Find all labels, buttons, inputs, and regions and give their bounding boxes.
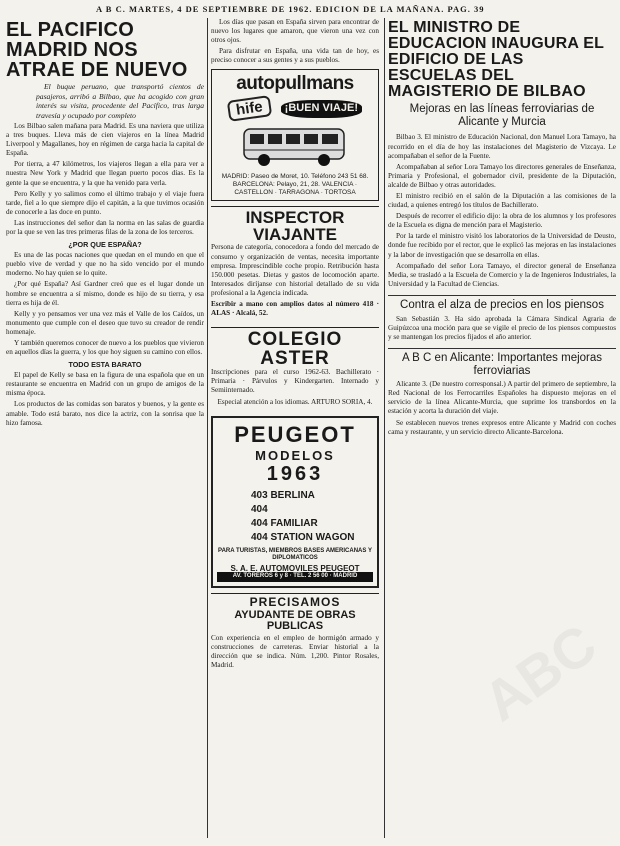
ad-note: Especial atención a los idiomas. ARTURO SORIA, 4. <box>217 397 373 406</box>
paragraph: Pero Kelly y yo salimos como el último trabajo y el viaje fuera tarde, fiel a lo que siempre dijo el capitán, a la que tuvimos ocasión de conocerle a las doce en punto. <box>6 189 204 216</box>
article-subheadline: Mejoras en las líneas ferroviarias de Alicante y Murcia <box>409 103 595 129</box>
ad-peugeot <box>211 416 379 588</box>
paragraph: Por tierra, a 47 kilómetros, los viajeros llegan a ella para ver a nuestra New York y Madrid que llegan puerto pocos días. Es la gente la que se encuentra, y la que ha venido para verla. <box>6 160 204 187</box>
ad-slogan: ¡BUEN VIAJE! <box>281 100 362 118</box>
ad-autopullmans <box>211 69 379 201</box>
ad-brand: PEUGEOT <box>234 421 356 447</box>
column-middle <box>211 18 379 838</box>
paragraph: San Sebastián 3. Ha sido aprobada la Cámara Sindical Agraria de Guipúzcoa una moción para que se vigile el precio de los piensos compuestos y se mantengan los precios fijados el año anterior. <box>388 314 616 341</box>
ad-audience: PARA TURISTAS, MIEMBROS BASES AMERICANAS Y DIPLOMATICOS <box>218 547 372 562</box>
ad-address: MADRID: Paseo de Moret, 10. Teléfono 243 51 68. BARCELONA: Pelayo, 21, 28. VALENCIA · CASTELLON · TARRAGONA · TORTOSA <box>221 173 369 197</box>
paragraph: Los días que pasan en España sirven para encontrar de nuevo los lugares que amaron, que vieron una vez con otros ojos. <box>211 18 379 45</box>
ad-body: Persona de categoría, conocedora a fondo del mercado de consumo y organización de ventas, necesita importante empresa. Imprescindible coche propio. Retribución hasta 150.000 pesetas. Dietas y gastos de locomoción aparte. Interesados diríjanse con historial detallado de su vida profesional a la Agencia indicada. <box>211 243 379 297</box>
column-rule-2 <box>384 18 385 838</box>
ad-dealer-address: AV. TOREROS 6 y 8 · TEL. 2 56 00 · MADRID <box>217 572 373 582</box>
paragraph: Alicante 3. (De nuestro corresponsal.) A partir del primero de septiembre, la Red Nacional de los Ferrocarriles Españoles ha dispuesto mejoras en el servicio de la línea Alicante-Murcia, que suprime los transbordos en la estación y acorta la duración del viaje. <box>388 380 616 416</box>
section-subhead: A B C en Alicante: Importantes mejoras ferroviarias <box>388 348 616 377</box>
paragraph: Kelly y yo pensamos ver una vez más el Valle de los Caídos, un monumento que cumple con el deseo que tuvo su creador de rendir homenaje. <box>6 309 204 336</box>
ad-reference: Escribir a mano con amplios datos al número 418 · ALAS · Alcalá, 52. <box>211 300 379 318</box>
paragraph: Después de recorrer el edificio dijo: la obra de los alumnos y los profesores de la Escuela es digna de mención para el Magisterio. <box>388 212 616 230</box>
ad-inspector <box>211 206 379 322</box>
section-subhead: Contra el alza de precios en los piensos <box>388 295 616 312</box>
ad-body: Con experiencia en el empleo de hormigón armado y construcciones de carreteras. Enviar historial a la dirección que se indica. Núm. 1,200. Pintor Rosales, Madrid. <box>211 633 379 669</box>
paragraph: Los Bilbao salen mañana para Madrid. Es una naviera que utiliza a tres buques. Lleva más de cien viajeros en la línea Madrid Liverpool y Magallanes, hoy en régimen de carga hacia la capital de España. <box>6 122 204 158</box>
paragraph: Para disfrutar en España, una vida tan de hoy, es preciso conocer a sus gentes y a sus pueblos. <box>211 47 379 65</box>
paragraph: Los productos de las comidas son baratos y buenos, y la gente es amable. Todo está barato, nos dice la actriz, con la sonrisa que la hizo famosa. <box>6 400 204 427</box>
model-item: 404 <box>251 503 268 515</box>
paragraph: Bilbao 3. El ministro de Educación Nacional, don Manuel Lora Tamayo, ha recorrido en el día de hoy las instalaciones del Magisterio de Vizcaya. Le acompañaban el señor de la Fuente. <box>388 133 616 160</box>
section-subhead: TODO ESTA BARATO <box>68 360 142 370</box>
section-subhead: ¿POR QUE ESPAÑA? <box>68 240 142 250</box>
ad-models-label: MODELOS <box>255 447 335 463</box>
ad-badge: hife <box>227 96 272 123</box>
paragraph: Acompañaban al señor Lora Tamayo los directores generales de Enseñanza, Primaria y Profesional, el gobernador civil, presidente de la Diputación, alcalde de Bilbao y otras autoridades. <box>388 162 616 189</box>
ad-colegio <box>211 327 379 410</box>
watermark-abc: ABC <box>471 611 608 734</box>
ad-brand: autopullmans <box>236 73 354 95</box>
paragraph: Por la tarde el ministro visitó los laboratorios de la Universidad de Deusto, donde fue recibido por el rector, que le explicó las mejoras en las instalaciones y la labor de investigación que se desarrolla en ellas. <box>388 232 616 259</box>
page-header: A B C. MARTES, 4 DE SEPTIEMBRE DE 1962. EDICION DE LA MAÑANA. PAG. 39 <box>96 4 485 14</box>
ad-body: Inscripciones para el curso 1962-63. Bachillerato · Primaria · Párvulos y Kindergarten. Internado y Semiinternado. <box>211 368 379 395</box>
ad-title: COLEGIO ASTER <box>247 329 343 370</box>
model-item: 404 FAMILIAR <box>251 517 318 529</box>
paragraph: Las instrucciones del señor dan la norma en las salas de guardia por la que se ven las tres primeras filas de la zona de los terceros. <box>6 218 204 237</box>
model-item: 403 BERLINA <box>251 489 315 501</box>
ad-title: PRECISAMOS <box>249 594 341 609</box>
paragraph: El papel de Kelly se basa en la figura de una española que en un restaurante se encuentra en Madrid con un grupo de amigos de la misma época. <box>6 371 204 398</box>
article-headline: EL PACIFICO MADRID NOS ATRAE DE NUEVO <box>6 19 188 81</box>
paragraph: Acompañado del señor Lora Tamayo, el director general de Enseñanza Media, se trasladó a la Escuela de Comercio y la de Ingenieros Industriales, la Universidad y la Facultad de Ciencias. <box>388 261 616 288</box>
paragraph: ¿Por qué España? Así Gardner creó que es el lugar donde un hombre se encuentra a sí mismo, donde es hijo de su tierra, y esa tierra es hija de él. <box>6 280 204 307</box>
ad-precisamos <box>211 593 379 674</box>
column-right <box>388 18 616 838</box>
paragraph: Y también queremos conocer de nuevo a los pueblos que vivieron en aquellos días la guerra, y los que hoy siguen su camino con ellos. <box>6 338 204 357</box>
ad-dealer: S. A. E. AUTOMOVILES PEUGEOT <box>230 563 360 573</box>
paragraph: Se establecen nuevos trenes expresos entre Alicante y Madrid con coches cama y restaurante, y un servicio directo Alicante-Barcelona. <box>388 418 616 436</box>
model-item: 404 STATION WAGON <box>251 531 355 543</box>
article-lead: El buque peruano, que transportó cientos de pasajeros, arribó a Bilbao, que ha acogido con gran interés su visita, procedente del Pacífico, tras larga travesía y ocupado por completo <box>36 82 204 120</box>
column-left <box>6 18 204 838</box>
bus-illustration <box>240 123 350 169</box>
paragraph: Es una de las pocas naciones que quedan en el mundo en que el pueblo vive de verdad y que no ha sido vencido por el mundo moderno. No hay quien se lo quite. <box>6 251 204 278</box>
column-rule-1 <box>207 18 208 838</box>
ad-title: INSPECTOR VIAJANTE <box>245 208 345 245</box>
paragraph: El ministro recibió en el salón de la Diputación a las comisiones de la ciudad, a quienes entregó los títulos de Bachillerato. <box>388 192 616 210</box>
ad-year: 1963 <box>266 462 324 485</box>
ad-subtitle: AYUDANTE DE OBRAS PUBLICAS <box>234 608 356 632</box>
article-headline: EL MINISTRO DE EDUCACION INAUGURA EL EDIFICIO DE LAS ESCUELAS DEL MAGISTERIO DE BILBAO <box>388 19 604 100</box>
